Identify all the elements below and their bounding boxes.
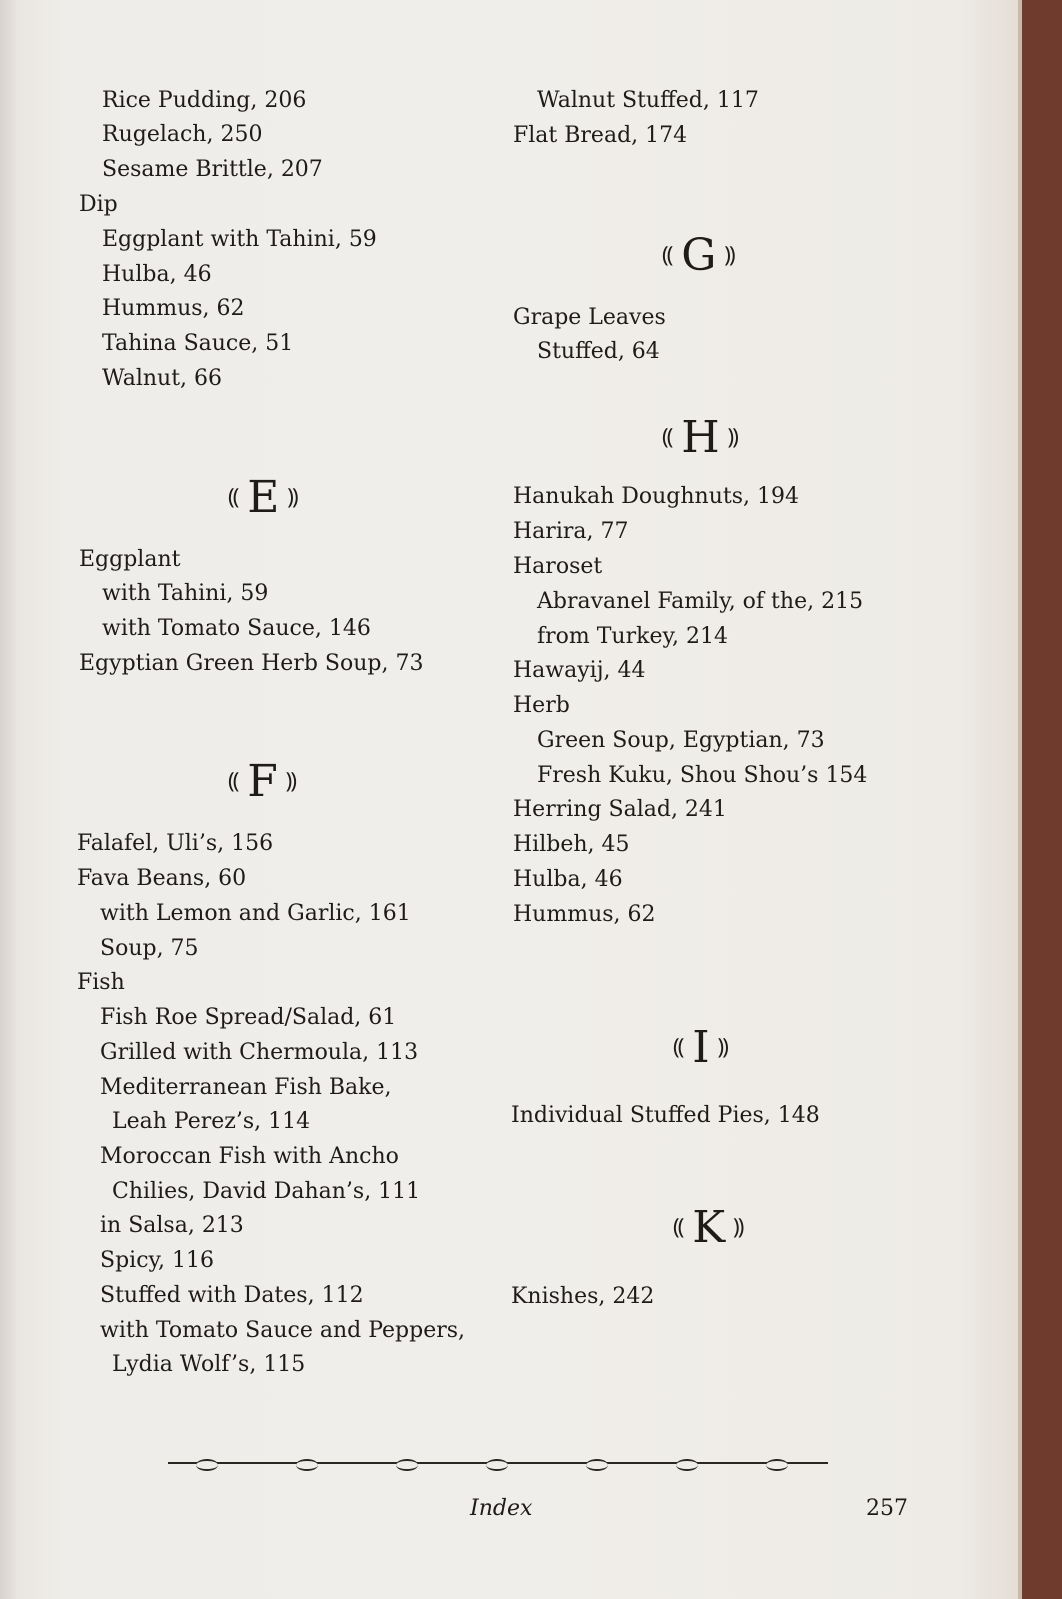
- section-heading-f: [228, 756, 297, 807]
- index-subentry: Walnut Stuffed, 117: [537, 88, 759, 113]
- ornament-right-icon: ⸩: [727, 425, 739, 450]
- rule-ornament-icon: [196, 1459, 218, 1471]
- index-subentry: Eggplant with Tahini, 59: [102, 227, 377, 252]
- index-entry: Hilbeh, 45: [513, 832, 630, 857]
- index-subentry: with Tomato Sauce, 146: [102, 616, 371, 641]
- index-subentry: Hummus, 62: [102, 296, 245, 321]
- ornament-left-icon: ⸨: [228, 485, 240, 510]
- index-heading-entry: Fish: [77, 970, 125, 995]
- index-entry: Rice Pudding, 206: [102, 88, 307, 113]
- ornament-right-icon: ⸩: [733, 1215, 745, 1240]
- section-heading-e: [228, 472, 299, 523]
- section-letter: K: [692, 1202, 726, 1253]
- index-subentry: Moroccan Fish with Ancho: [100, 1144, 399, 1169]
- index-subentry: from Turkey, 214: [537, 624, 728, 649]
- index-subentry: with Tomato Sauce and Peppers,: [100, 1318, 466, 1343]
- index-subentry: with Tahini, 59: [102, 581, 269, 606]
- index-heading-entry: Haroset: [513, 554, 603, 579]
- index-entry: Sesame Brittle, 207: [102, 157, 323, 182]
- ornament-right-icon: ⸩: [717, 1035, 729, 1060]
- index-entry: Hulba, 46: [513, 867, 623, 892]
- index-subentry: Tahina Sauce, 51: [102, 331, 294, 356]
- section-heading-k: [673, 1202, 745, 1253]
- section-letter: F: [247, 756, 278, 807]
- rule-ornament-icon: [586, 1459, 608, 1471]
- index-subentry: Fish Roe Spread/Salad, 61: [100, 1005, 397, 1030]
- ornament-left-icon: ⸨: [673, 1035, 685, 1060]
- index-entry: Egyptian Green Herb Soup, 73: [79, 651, 424, 676]
- rule-ornament-icon: [296, 1459, 318, 1471]
- index-subentry: Stuffed, 64: [537, 339, 660, 364]
- index-subentry-continuation: Chilies, David Dahan’s, 111: [112, 1179, 421, 1204]
- index-entry: Hummus, 62: [513, 902, 656, 927]
- section-heading-g: [662, 230, 736, 281]
- index-heading-entry: Herb: [513, 693, 570, 718]
- index-entry: Falafel, Uli’s, 156: [77, 831, 274, 856]
- ornament-right-icon: ⸩: [287, 485, 299, 510]
- section-letter: H: [681, 412, 720, 463]
- index-heading-entry: Fava Beans, 60: [77, 866, 247, 891]
- index-entry: Knishes, 242: [511, 1284, 655, 1309]
- ornament-left-icon: ⸨: [662, 243, 674, 268]
- index-subentry-continuation: Lydia Wolf’s, 115: [112, 1352, 306, 1377]
- index-subentry: Grilled with Chermoula, 113: [100, 1040, 419, 1065]
- index-entry: Hawayij, 44: [513, 658, 646, 683]
- rule-ornament-icon: [486, 1459, 508, 1471]
- index-subentry-continuation: Leah Perez’s, 114: [112, 1109, 311, 1134]
- rule-ornament-icon: [396, 1459, 418, 1471]
- ornament-right-icon: ⸩: [724, 243, 736, 268]
- index-subentry: in Salsa, 213: [100, 1213, 244, 1238]
- index-heading-entry: Dip: [79, 192, 118, 217]
- ornament-left-icon: ⸨: [228, 769, 240, 794]
- page-gutter-shadow: [0, 0, 18, 1599]
- section-letter: E: [247, 472, 280, 523]
- index-subentry: Soup, 75: [100, 936, 199, 961]
- index-subentry: with Lemon and Garlic, 161: [100, 901, 411, 926]
- index-entry: Harira, 77: [513, 519, 629, 544]
- ornament-left-icon: ⸨: [673, 1215, 685, 1240]
- section-heading-h: [662, 412, 739, 463]
- index-subentry: Hulba, 46: [102, 262, 212, 287]
- index-subentry: Stuffed with Dates, 112: [100, 1283, 364, 1308]
- index-subentry: Walnut, 66: [102, 366, 223, 391]
- index-entry: Herring Salad, 241: [513, 797, 727, 822]
- section-letter: I: [692, 1022, 710, 1073]
- index-subentry: Mediterranean Fish Bake,: [100, 1075, 392, 1100]
- ornament-right-icon: ⸩: [285, 769, 297, 794]
- index-heading-entry: Grape Leaves: [513, 305, 666, 330]
- index-subentry: Abravanel Family, of the, 215: [537, 589, 864, 614]
- index-subentry: Green Soup, Egyptian, 73: [537, 728, 825, 753]
- index-entry: Hanukah Doughnuts, 194: [513, 484, 799, 509]
- ornament-left-icon: ⸨: [662, 425, 674, 450]
- index-entry: Rugelach, 250: [102, 122, 263, 147]
- rule-ornament-icon: [676, 1459, 698, 1471]
- section-heading-i: [673, 1022, 729, 1073]
- index-heading-entry: Eggplant: [79, 547, 181, 572]
- section-letter: G: [681, 230, 717, 281]
- index-entry: Flat Bread, 174: [513, 123, 688, 148]
- index-subentry: Fresh Kuku, Shou Shou’s 154: [537, 763, 868, 788]
- index-entry: Individual Stuffed Pies, 148: [511, 1103, 820, 1128]
- index-subentry: Spicy, 116: [100, 1248, 214, 1273]
- page-number: 257: [866, 1496, 908, 1521]
- rule-ornament-icon: [766, 1459, 788, 1471]
- running-footer-title: Index: [470, 1496, 533, 1521]
